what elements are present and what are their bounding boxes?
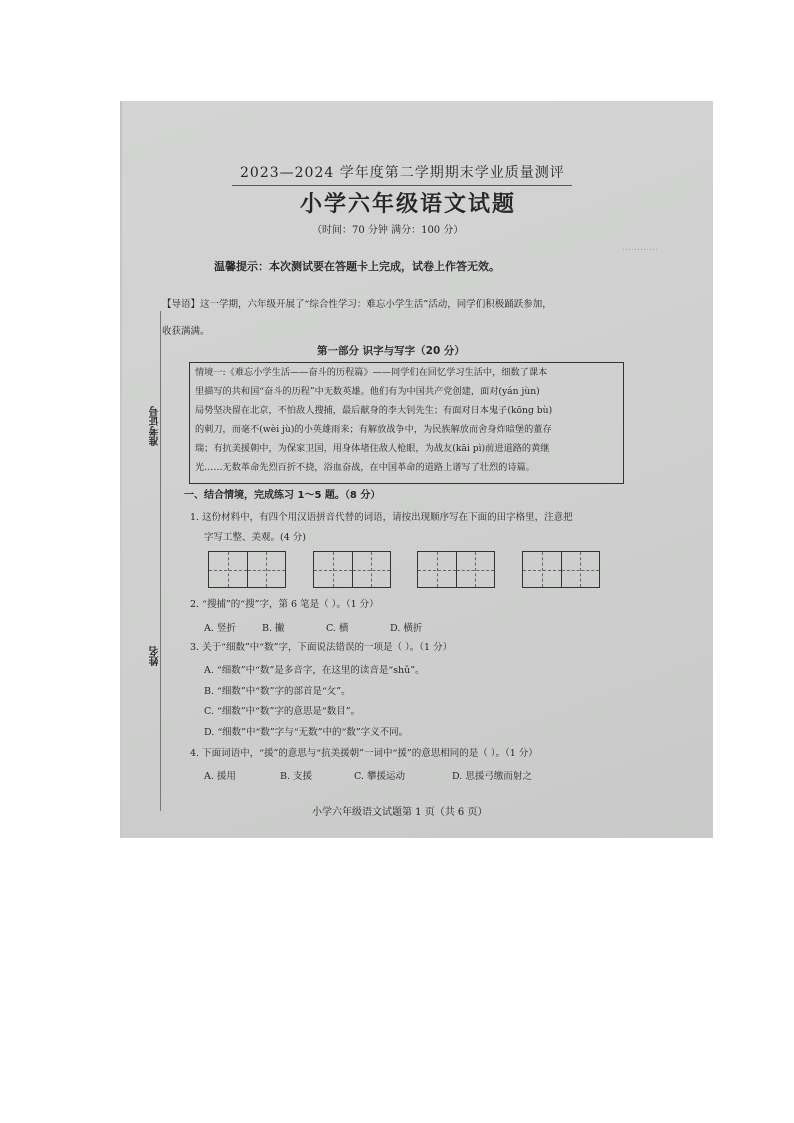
binding-line [160, 311, 161, 811]
writing-grid-2[interactable] [313, 551, 391, 588]
q4-option-d: D. 思援弓缴而射之 [452, 771, 532, 782]
q2-stem: 2. “搜捕”的“搜”字，第 6 笔是（ ）。（1 分） [190, 599, 379, 610]
section1-title: 一、结合情境，完成练习 1～5 题。（8 分） [184, 490, 381, 501]
q3-option-b: B. “细数”中“数”字的部首是“攵”。 [204, 686, 351, 697]
q2-option-a: A. 竖折 [204, 623, 236, 634]
q4-option-c: C. 攀援运动 [354, 771, 405, 782]
q4-stem: 4. 下面词语中，“援”的意思与“抗美援朝”一词中“援”的意思相同的是（ ）。（1 分） [190, 748, 538, 759]
q3-option-d: D. “细数”中“数”字与“无数”中的“数”字义不同。 [204, 727, 409, 738]
header-rule [232, 185, 572, 186]
name-label: 姓名 [150, 646, 161, 666]
q3-option-c: C. “细数”中“数”字的意思是“数目”。 [204, 706, 361, 717]
context-box [189, 362, 624, 484]
q2-option-d: D. 横折 [390, 623, 423, 634]
q2-option-c: C. 横 [326, 623, 349, 634]
writing-grid-4[interactable] [522, 551, 600, 588]
q1-line-1: 1. 这份材料中，有四个用汉语拼音代替的词语，请按出现顺序写在下面的田字格里，注意把 [190, 512, 573, 523]
exam-paper [122, 101, 713, 838]
scanned-photo [120, 101, 713, 838]
bleed-text: ………… [622, 243, 658, 253]
context-line: 光……无数革命先烈百折不挠，浴血奋战，在中国革命的道路上谱写了壮烈的诗篇。 [195, 462, 535, 473]
intro-line-2: 收获满满。 [162, 326, 210, 337]
context-line: 里描写的共和国“奋斗的历程”中无数英雄。他们有为中国共产党创建，面对(yán jùn) [195, 386, 540, 397]
q4-option-b: B. 支援 [280, 771, 313, 782]
context-line: 情境一:《难忘小学生活——奋斗的历程篇》——同学们在回忆学习生活中，细数了课本 [195, 367, 548, 378]
context-line: 的刺刀，而毫不(wèi jù)的小英雄雨来；有解放战争中，为民族解放而舍身炸暗堡的董存 [195, 424, 552, 435]
q4-option-a: A. 援用 [204, 771, 236, 782]
writing-grid-3[interactable] [417, 551, 495, 588]
warm-tip: 温馨提示：本次测试要在答题卡上完成，试卷上作答无效。 [214, 260, 500, 273]
writing-grid-1[interactable] [208, 551, 286, 588]
q3-option-a: A. “细数”中“数”是多音字，在这里的读音是“shǔ”。 [204, 665, 425, 676]
time-score: （时间：70 分钟 满分：100 分） [312, 225, 464, 236]
intro-line-1: 【导语】这一学期，六年级开展了“综合性学习：难忘小学生活”活动，同学们积极踊跃参加， [162, 299, 552, 310]
q2-option-b: B. 撇 [262, 623, 285, 634]
exam-title: 小学六年级语文试题 [300, 192, 517, 217]
q1-line-2: 字写工整、美观。(4 分) [204, 532, 306, 543]
exam-id-label: 准考证号 [150, 406, 161, 446]
part1-title: 第一部分 识字与写字（20 分） [317, 345, 465, 357]
page-footer: 小学六年级语文试题第 1 页（共 6 页） [312, 807, 488, 818]
q3-stem: 3. 关于“细数”中“数”字，下面说法错误的一项是（ ）。（1 分） [190, 642, 453, 653]
context-line: 局势坚决留在北京，不怕敌人搜捕，最后献身的李大钊先生；有面对日本鬼子(kōng bù) [195, 405, 553, 416]
exam-header-line: 2023—2024 学年度第二学期期末学业质量测评 [240, 165, 565, 181]
context-line: 瑞；有抗美援朝中，为保家卫国，用身体堵住敌人枪眼，为战友(kāi pì)前进道路的黄继 [195, 443, 550, 454]
